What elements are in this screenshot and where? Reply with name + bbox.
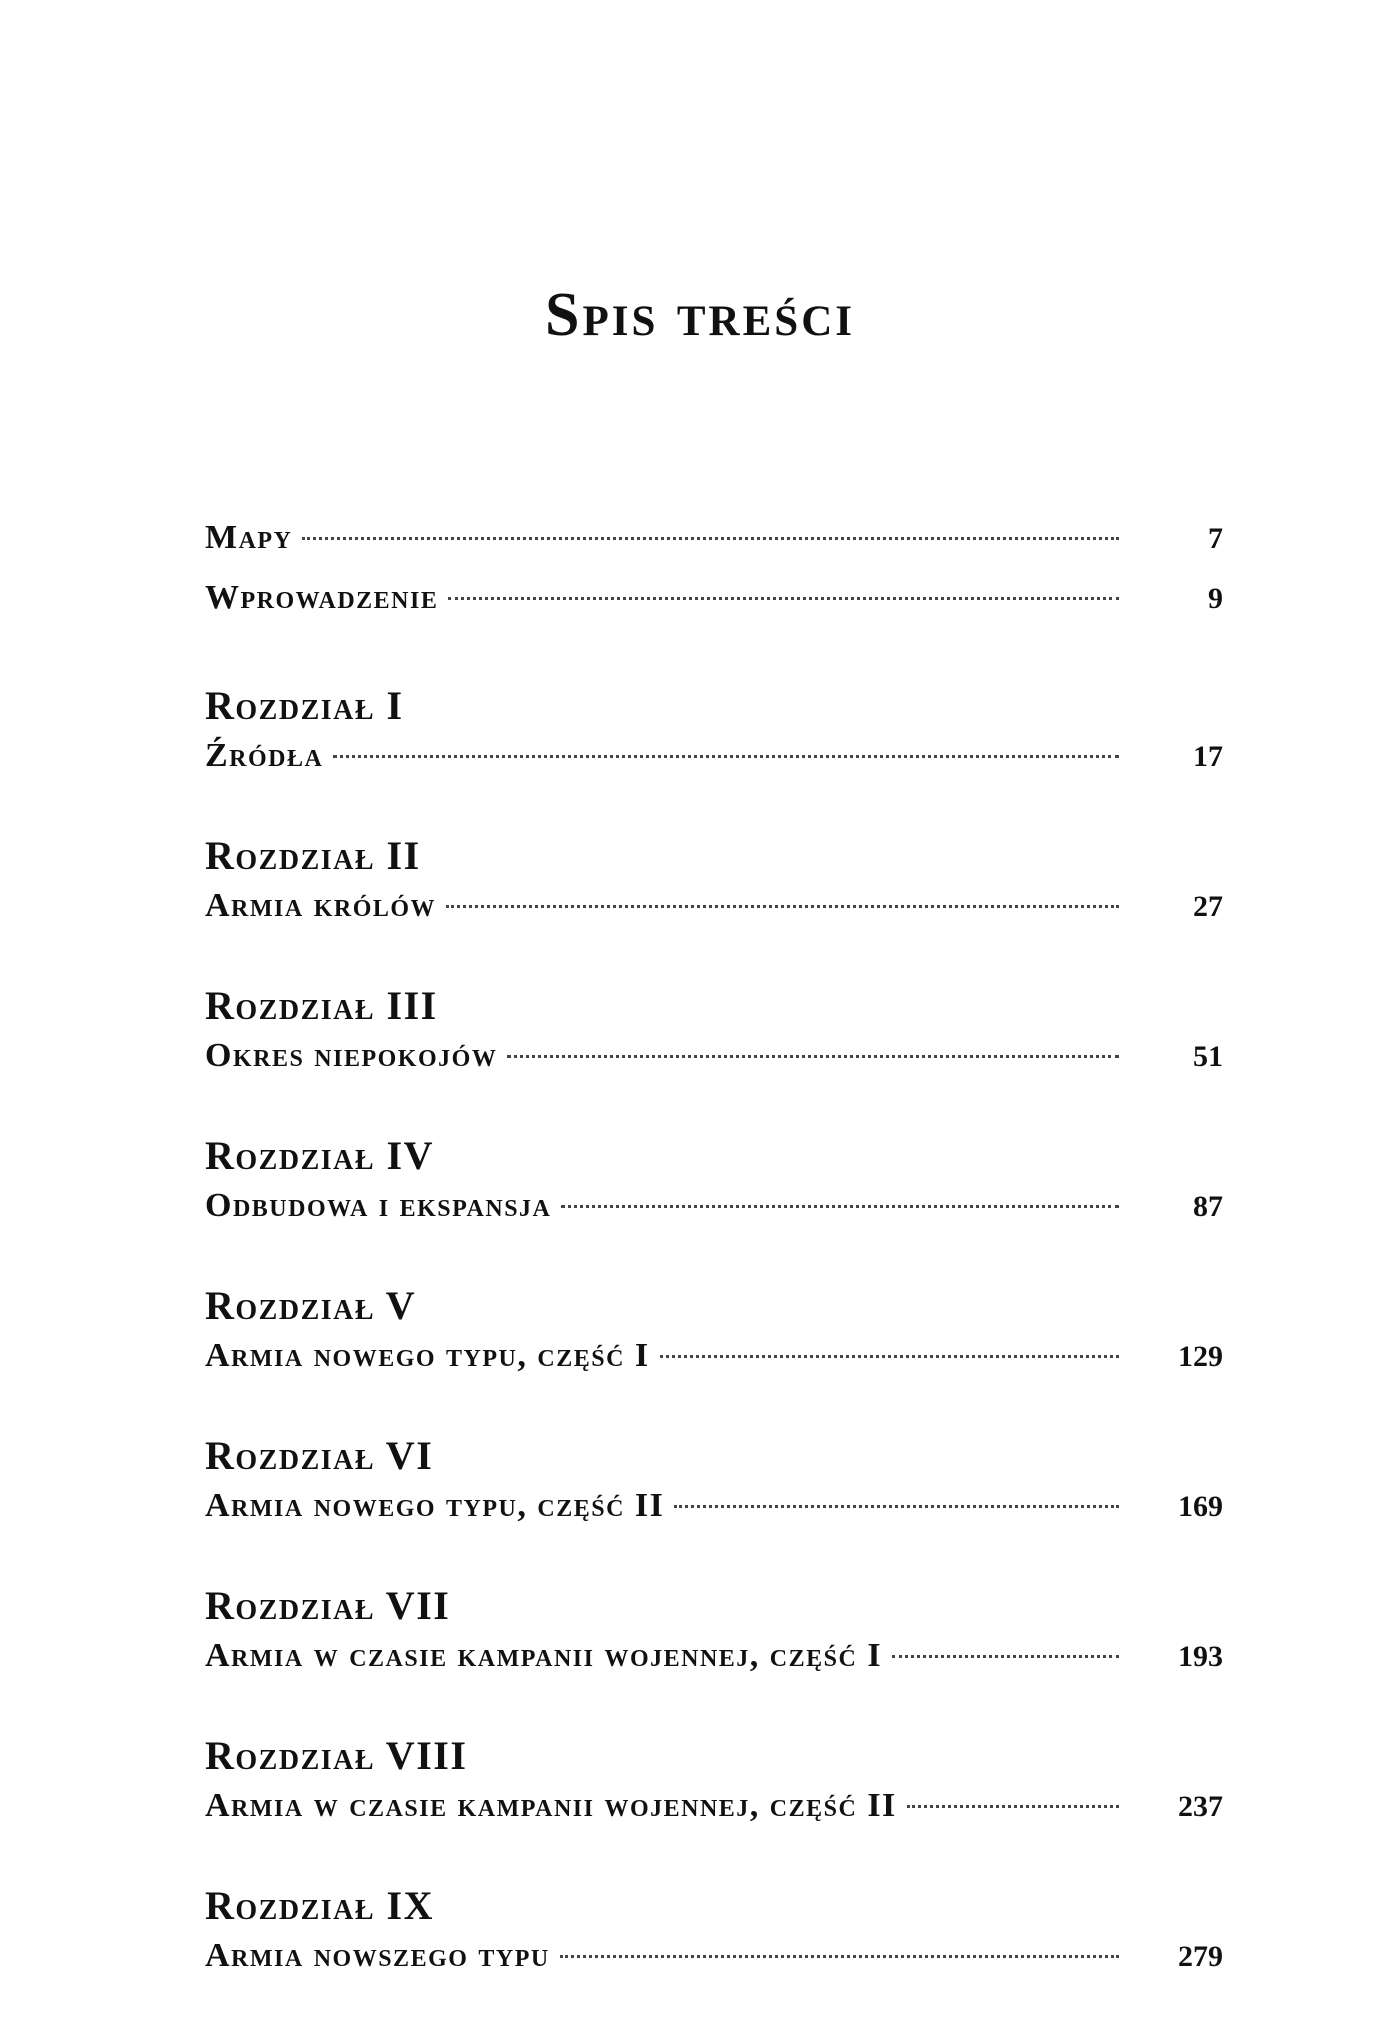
toc-entry-label: Wprowadzenie (205, 579, 439, 616)
toc-entry-label: Okres niepokojów (205, 1037, 498, 1074)
toc-line (205, 1480, 1223, 1532)
toc-entry-maps[interactable] (205, 512, 1223, 564)
toc-entry-label: Armia nowszego typu (205, 1937, 550, 1974)
toc-entry-chapter-1[interactable] (205, 682, 1223, 782)
dot-leader (333, 755, 1119, 758)
dot-leader (674, 1505, 1119, 1508)
toc-entry-chapter-2[interactable] (205, 832, 1223, 932)
toc-line (205, 730, 1223, 782)
dot-leader (892, 1655, 1119, 1658)
toc-entry-label: Źródła (205, 737, 324, 774)
chapter-heading: Rozdział V (205, 1283, 417, 1328)
dot-leader (907, 1805, 1119, 1808)
toc-line (205, 1330, 1223, 1382)
toc-page-number: 129 (1178, 1340, 1223, 1373)
toc-entry-label: Mapy (205, 519, 293, 556)
dot-leader (448, 597, 1119, 600)
toc-entry-chapter-3[interactable] (205, 982, 1223, 1082)
dot-leader (560, 1955, 1119, 1958)
dot-leader (507, 1055, 1119, 1058)
chapter-heading: Rozdział VI (205, 1433, 434, 1478)
toc-line (205, 1630, 1223, 1682)
toc-entry-label: Armia w czasie kampanii wojennej, część I (205, 1637, 883, 1674)
toc-page-number: 9 (1208, 582, 1223, 615)
toc-line (205, 880, 1223, 932)
toc-entry-chapter-8[interactable] (205, 1732, 1223, 1832)
chapter-heading: Rozdział IV (205, 1133, 434, 1178)
toc-page-number: 193 (1178, 1640, 1223, 1673)
table-of-contents (205, 512, 1223, 2032)
dot-leader (660, 1355, 1119, 1358)
toc-page-number: 7 (1208, 522, 1223, 555)
toc-entry-label: Armia w czasie kampanii wojennej, część II (205, 1787, 897, 1824)
toc-page-number: 169 (1178, 1490, 1223, 1523)
dot-leader (446, 905, 1119, 908)
chapter-heading: Rozdział I (205, 683, 404, 728)
toc-entry-introduction[interactable] (205, 572, 1223, 624)
page-title: Spis treści (544, 281, 855, 349)
toc-page-number: 17 (1193, 740, 1223, 773)
dot-leader (561, 1205, 1119, 1208)
toc-page-number: 27 (1193, 890, 1223, 923)
toc-page-number: 237 (1178, 1790, 1223, 1823)
chapter-heading: Rozdział III (205, 983, 438, 1028)
toc-page-number: 51 (1193, 1040, 1223, 1073)
toc-line (205, 1030, 1223, 1082)
chapter-heading: Rozdział VIII (205, 1733, 468, 1778)
toc-line (205, 1180, 1223, 1232)
toc-page-number: 87 (1193, 1190, 1223, 1223)
chapter-heading: Rozdział VII (205, 1583, 451, 1628)
toc-entry-label: Odbudowa i ekspansja (205, 1187, 552, 1224)
toc-entry-label: Armia nowego typu, część II (205, 1487, 665, 1524)
toc-entry-label: Armia królów (205, 887, 437, 924)
dot-leader (302, 537, 1119, 540)
chapter-heading: Rozdział IX (205, 1883, 434, 1928)
toc-line (205, 572, 1223, 624)
toc-entry-chapter-7[interactable] (205, 1582, 1223, 1682)
chapter-heading: Rozdział II (205, 833, 421, 878)
toc-line (205, 512, 1223, 564)
toc-line (205, 1780, 1223, 1832)
toc-page-number: 279 (1178, 1940, 1223, 1973)
toc-entry-chapter-4[interactable] (205, 1132, 1223, 1232)
toc-entry-chapter-9[interactable] (205, 1882, 1223, 1982)
toc-entry-chapter-5[interactable] (205, 1282, 1223, 1382)
toc-entry-chapter-6[interactable] (205, 1432, 1223, 1532)
toc-entry-label: Armia nowego typu, część I (205, 1337, 650, 1374)
toc-line (205, 1930, 1223, 1982)
